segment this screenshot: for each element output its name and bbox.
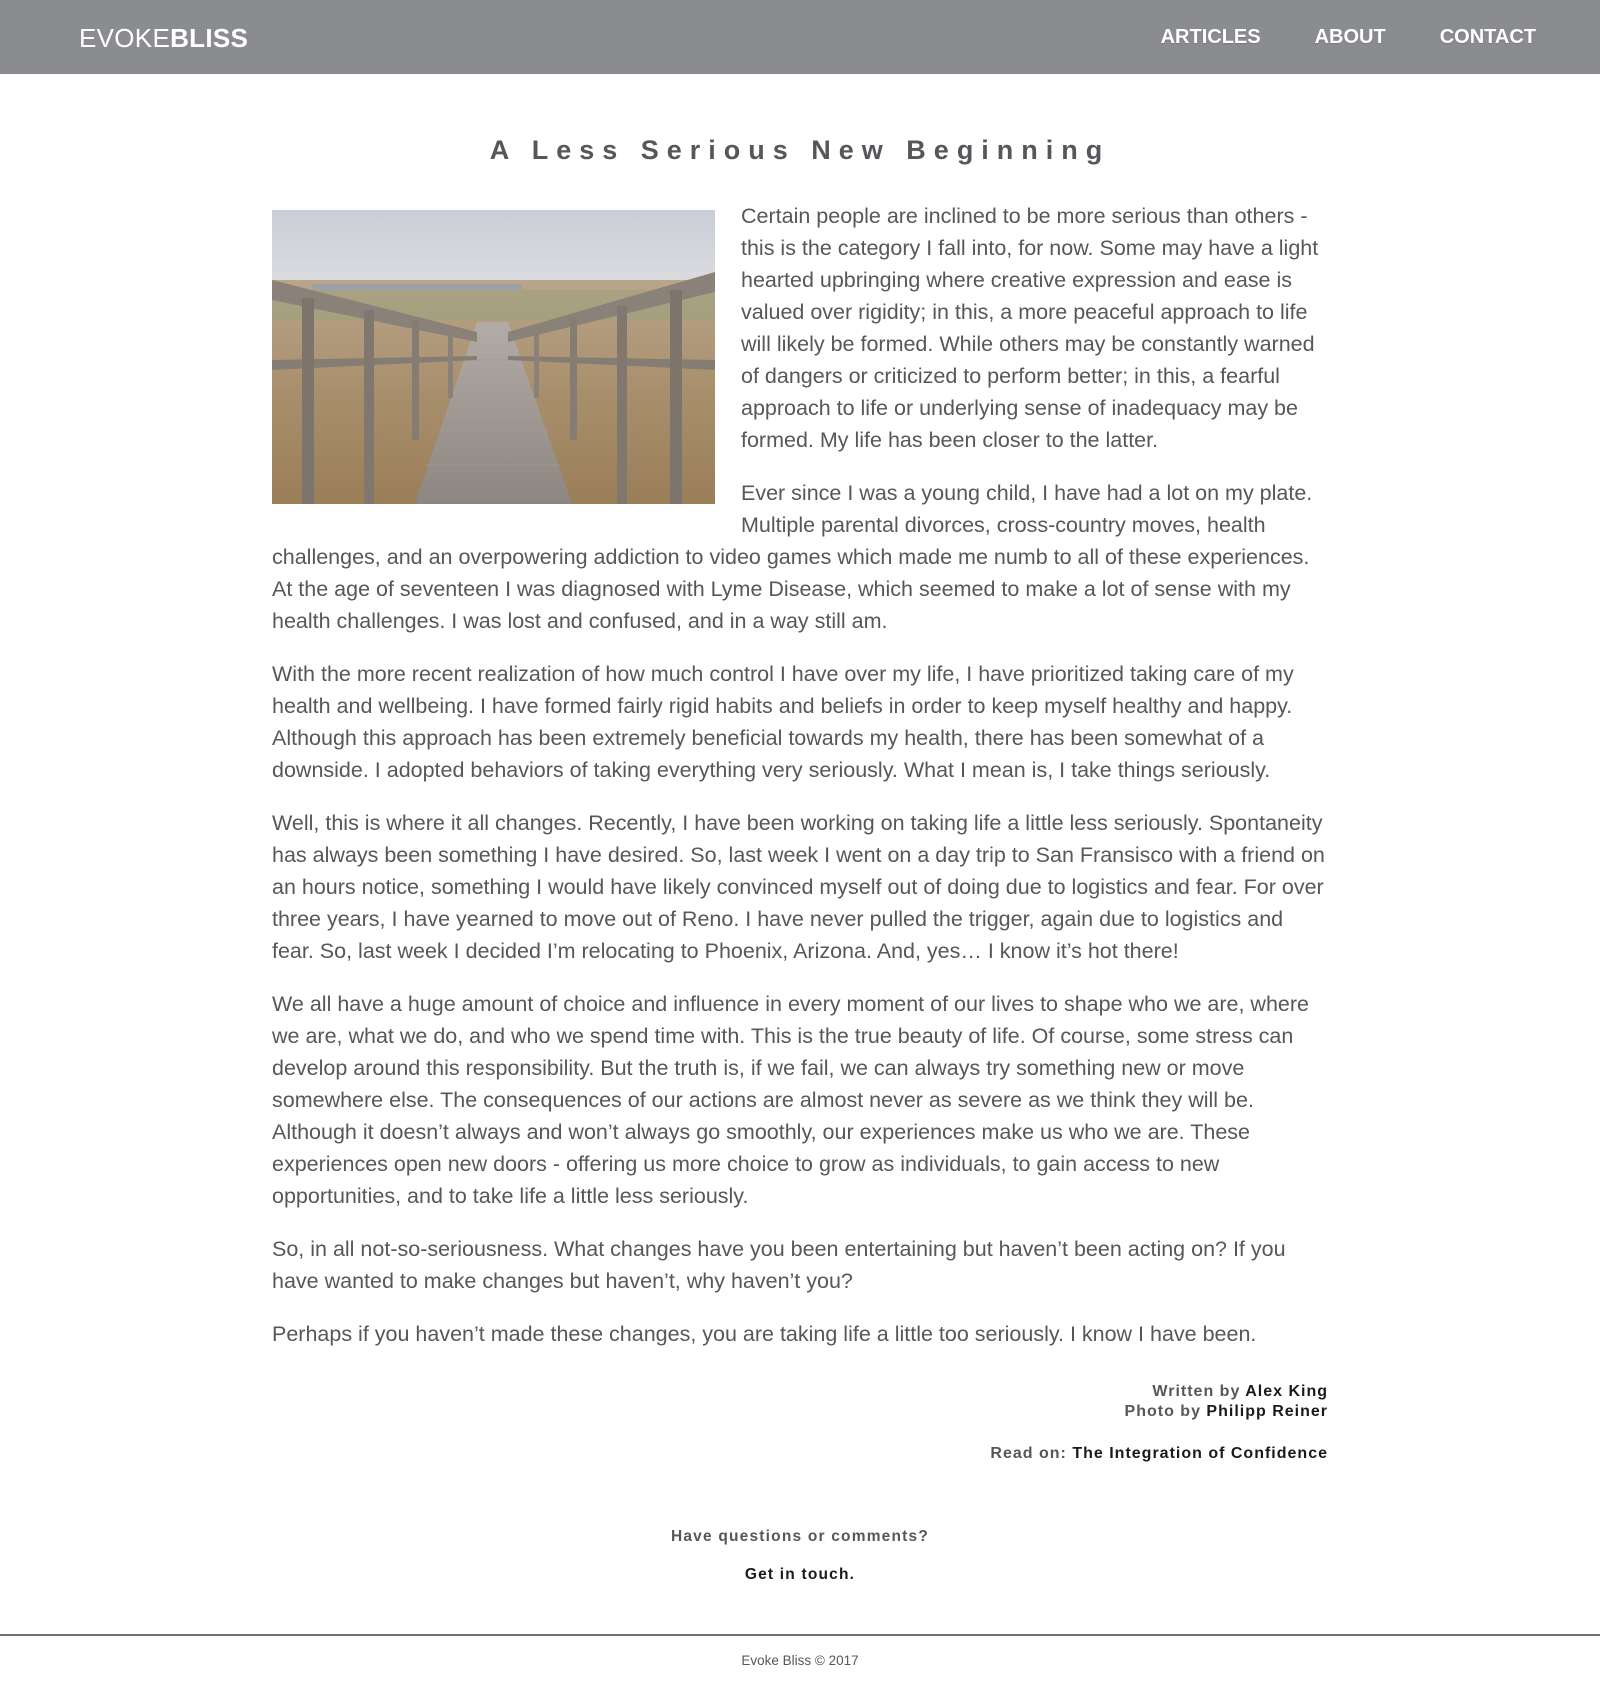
photo-by-label: Photo by (1124, 1403, 1201, 1420)
author-name: Alex King (1245, 1383, 1328, 1400)
contact-question: Have questions or comments? (670, 1528, 930, 1545)
read-on-link[interactable]: The Integration of Confidence (1072, 1445, 1328, 1462)
article-paragraph: Well, this is where it all changes. Recently, I have been working on taking life a little less seriously. Spontaneity has always been something I have desired. So, last week I went on a day trip to San Fransisco with a friend on an hours notice, something I would have likely convinced myself out of doing due to logistics and fear. For over three years, I have yearned to move out of Reno. I have never pulled the trigger, again due to logistics and fear. So, last week I decided I’m relocating to Phoenix, Arizona. And, yes… I know it’s hot there! (272, 811, 1325, 963)
article-paragraph: So, in all not-so-seriousness. What changes have you been entertaining but haven’t been acting on? If you have wanted to make changes but haven’t, why haven’t you? (272, 1237, 1286, 1293)
contact-cta (0, 1565, 1600, 1585)
get-in-touch-link[interactable]: Get in touch. (744, 1566, 856, 1583)
nav-articles-link[interactable]: ARTICLES (1160, 26, 1261, 48)
logo-text-bold: BLISS (170, 23, 249, 53)
photo-credit (1125, 1402, 1328, 1422)
article-credits (1125, 1382, 1328, 1422)
article-paragraph: With the more recent realization of how much control I have over my life, I have prioritized taking care of my health and wellbeing. I have formed fairly rigid habits and beliefs in order to keep myself healthy and happy. Although this approach has been extremely beneficial towards my health, there has been somewhat of a downside. I adopted behaviors of taking everything very seriously. What I mean is, I take things seriously. (272, 662, 1294, 782)
photographer-name: Philipp Reiner (1206, 1403, 1328, 1420)
read-on (990, 1444, 1328, 1464)
footer-copyright: Evoke Bliss © 2017 (741, 1653, 859, 1668)
footer-divider (0, 1634, 1600, 1636)
author-credit (1125, 1382, 1328, 1402)
site-logo[interactable] (79, 22, 248, 54)
nav-contact-link[interactable]: CONTACT (1439, 26, 1536, 48)
main-nav (1161, 24, 1536, 50)
article-paragraph: We all have a huge amount of choice and influence in every moment of our lives to shape who we are, where we are, what we do, and who we spend time with. This is the true beauty of life. Of course, some stress can develop around this responsibility. But the truth is, if we fail, we can always try something new or move somewhere else. The consequences of our actions are almost never as severe as we think they will be. Although it doesn’t always and won’t always go smoothly, our experiences make us who we are. These experiences open new doors - offering us more choice to grow as individuals, to gain access to new opportunities, and to take life a little less seriously. (272, 992, 1309, 1208)
article-title: A Less Serious New Beginning (489, 135, 1111, 165)
boardwalk-photo (272, 210, 715, 504)
article-body (272, 200, 1328, 1371)
nav-about-link[interactable]: ABOUT (1314, 26, 1386, 48)
article-paragraph: Certain people are inclined to be more serious than others - this is the category I fall into, for now. Some may have a light hearted upbringing where creative expression and ease is valued over rigidity; in this, a more peaceful approach to life will likely be formed. While others may be constantly warned of dangers or criticized to perform better; in this, a fearful approach to life or underlying sense of inadequacy may be formed. My life has been closer to the latter. (741, 204, 1319, 452)
article-paragraph: Perhaps if you haven’t made these changes, you are taking life a little too seriously. I know I have been. (272, 1322, 1257, 1346)
article-paragraph: Ever since I was a young child, I have had a lot on my plate. Multiple parental divorces, cross-country moves, health challenges, and an overpowering addiction to video games which made me numb to all of these experiences. At the age of seventeen I was diagnosed with Lyme Disease, which seemed to make a lot of sense with my health challenges. I was lost and confused, and in a way still am. (272, 481, 1313, 633)
logo-text-light: EVOKE (79, 23, 171, 53)
site-header (0, 0, 1600, 74)
boardwalk-illustration (272, 210, 715, 504)
written-by-label: Written by (1152, 1383, 1241, 1400)
read-on-label: Read on: (990, 1445, 1067, 1462)
